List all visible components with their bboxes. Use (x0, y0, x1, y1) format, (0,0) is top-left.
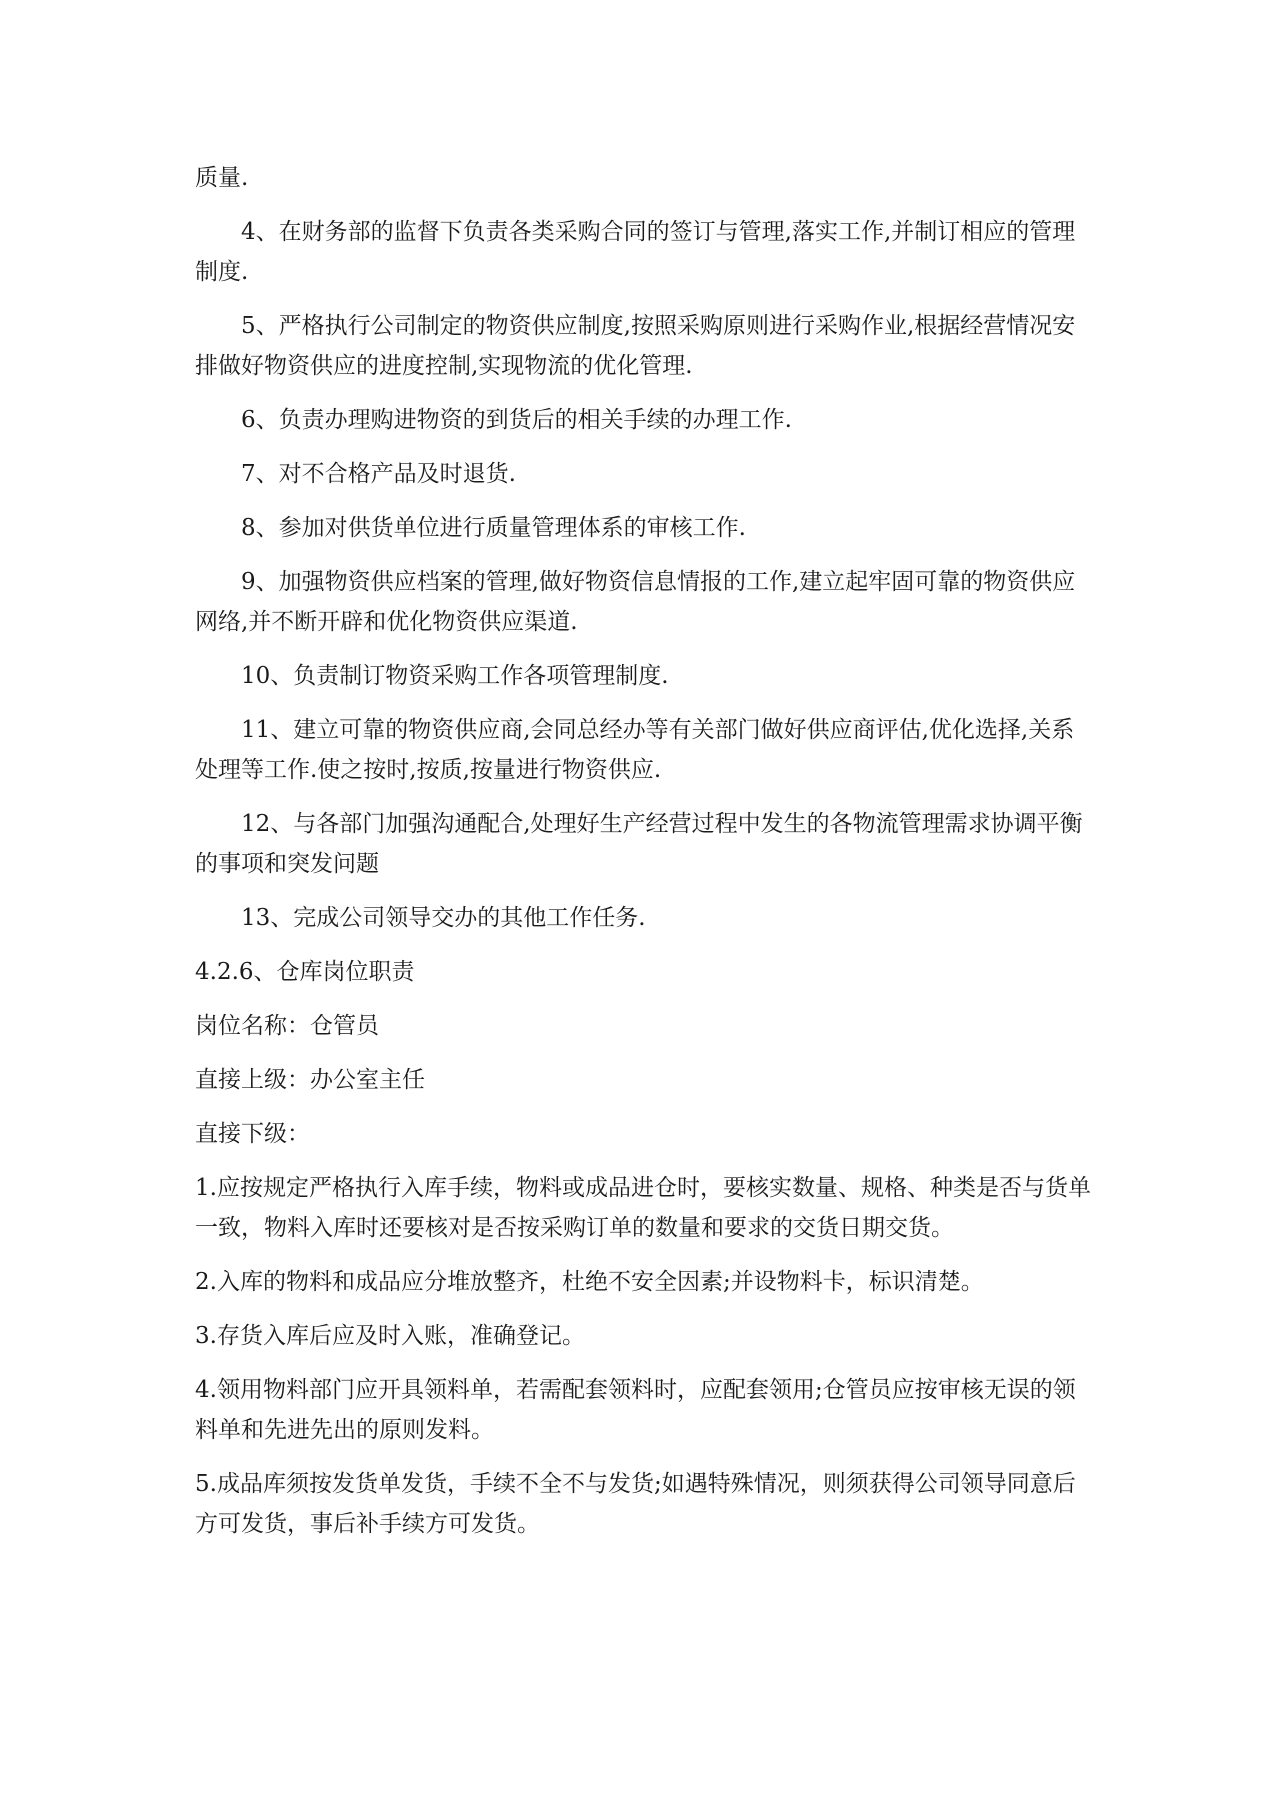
duty-item-10: 10、负责制订物资采购工作各项管理制度. (241, 663, 669, 689)
duty-item-6: 6、负责办理购进物资的到货后的相关手续的办理工作. (241, 407, 792, 433)
paragraph-quality-continuation: 质量. (195, 165, 249, 191)
direct-subordinate: 直接下级： (195, 1121, 310, 1147)
warehouse-duty-2: 2.入库的物料和成品应分堆放整齐，杜绝不安全因素;并设物料卡，标识清楚。 (195, 1269, 984, 1295)
duty-item-13: 13、完成公司领导交办的其他工作任务. (241, 905, 646, 931)
warehouse-duty-1: 1.应按规定严格执行入库手续，物料或成品进仓时，要核实数量、规格、种类是否与货单一致，物料入库时还要核对是否按采购订单的数量和要求的交货日期交货。 (195, 1175, 1091, 1241)
warehouse-duty-4: 4.领用物料部门应开具领料单，若需配套领料时，应配套领用;仓管员应按审核无误的领料单和先进先出的原则发料。 (195, 1377, 1076, 1443)
duty-item-5: 5、严格执行公司制定的物资供应制度,按照采购原则进行采购作业,根据经营情况安排做好物资供应的进度控制,实现物流的优化管理. (195, 313, 1076, 379)
document-body (195, 158, 1095, 1558)
position-name: 岗位名称：仓管员 (195, 1013, 379, 1039)
duty-item-7: 7、对不合格产品及时退货. (241, 461, 516, 487)
warehouse-duty-5: 5.成品库须按发货单发货，手续不全不与发货;如遇特殊情况，则须获得公司领导同意后方可发货，事后补手续方可发货。 (195, 1471, 1076, 1537)
warehouse-duty-3: 3.存货入库后应及时入账，准确登记。 (195, 1323, 585, 1349)
duty-item-8: 8、参加对供货单位进行质量管理体系的审核工作. (241, 515, 746, 541)
duty-item-9: 9、加强物资供应档案的管理,做好物资信息情报的工作,建立起牢固可靠的物资供应网络,并不断开辟和优化物资供应渠道. (195, 569, 1076, 635)
duty-item-11: 11、建立可靠的物资供应商,会同总经办等有关部门做好供应商评估,优化选择,关系处理等工作.使之按时,按质,按量进行物资供应. (195, 717, 1075, 783)
duty-item-12: 12、与各部门加强沟通配合,处理好生产经营过程中发生的各物流管理需求协调平衡的事项和突发问题 (195, 811, 1083, 877)
section-heading-warehouse: 4.2.6、仓库岗位职责 (195, 959, 415, 985)
duty-item-4: 4、在财务部的监督下负责各类采购合同的签订与管理,落实工作,并制订相应的管理制度. (195, 219, 1076, 285)
direct-superior: 直接上级：办公室主任 (195, 1067, 425, 1093)
